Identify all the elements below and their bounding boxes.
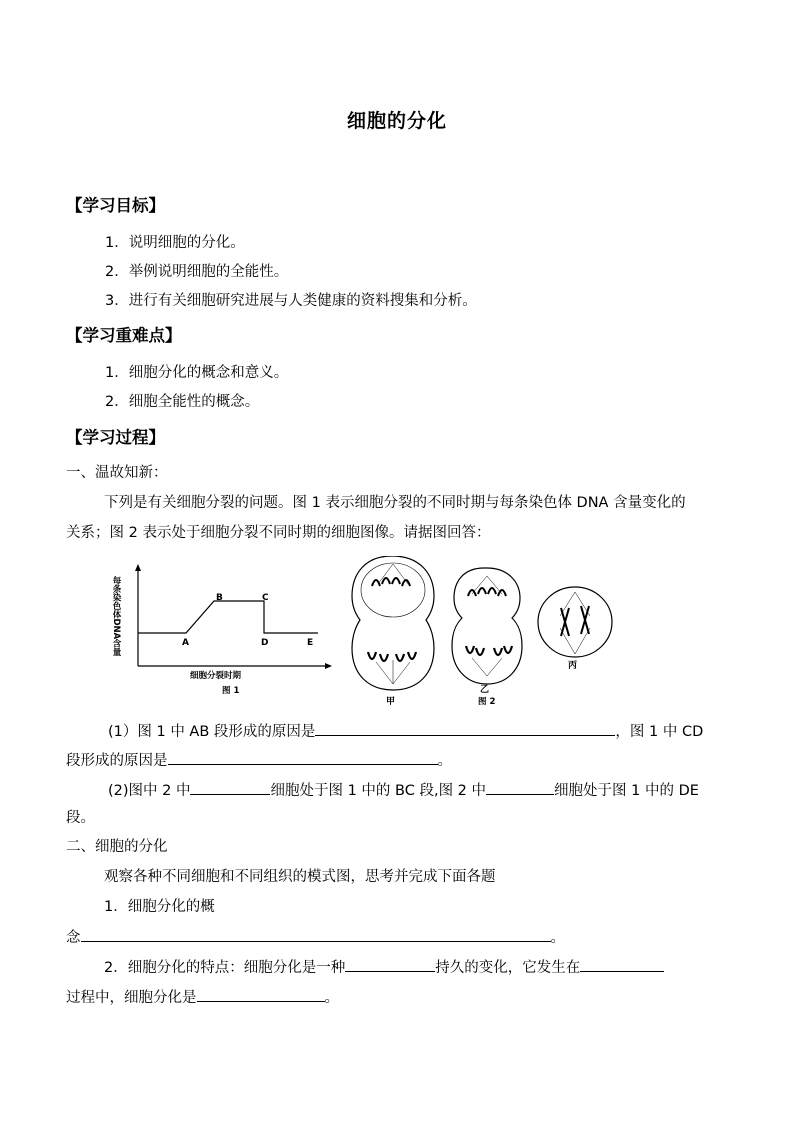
objective-item: 2．举例说明细胞的全能性。 bbox=[105, 264, 289, 280]
figure1-xlabel: 细胞分裂时期 bbox=[190, 671, 242, 681]
question2-text: 细胞处于图 1 中的 BC 段,图 2 中 bbox=[270, 783, 487, 799]
question1-text: 。 bbox=[437, 753, 452, 769]
process-heading: 【学习过程】 bbox=[66, 428, 165, 447]
item2-text: 2．细胞分化的特点：细胞分化是一种 bbox=[104, 960, 346, 976]
key-points-heading: 【学习重难点】 bbox=[66, 326, 182, 345]
item2-text: 过程中，细胞分化是 bbox=[66, 990, 197, 1006]
point-label-d: D bbox=[261, 638, 269, 648]
answer-blank[interactable] bbox=[486, 779, 554, 795]
objectives-heading: 【学习目标】 bbox=[66, 196, 165, 215]
point-label-c: C bbox=[262, 593, 269, 603]
item2-text: 。 bbox=[324, 990, 339, 1006]
figures-svg bbox=[110, 556, 730, 706]
figure2-caption: 图 2 bbox=[478, 697, 496, 706]
item1-text: 念 bbox=[66, 930, 81, 946]
question1-text: ，图 1 中 CD bbox=[615, 724, 704, 740]
cell-label-bing: 丙 bbox=[568, 661, 578, 671]
question1-line1 bbox=[108, 720, 703, 742]
item2-text: 持久的变化，它发生在 bbox=[435, 960, 581, 976]
point-label-e: E bbox=[307, 638, 314, 648]
answer-blank[interactable] bbox=[190, 779, 270, 795]
cell-jia bbox=[352, 556, 434, 706]
dna-content-curve bbox=[138, 601, 318, 633]
question2-text: (2)图中 2 中 bbox=[108, 783, 191, 799]
key-point-item: 1．细胞分化的概念和意义。 bbox=[105, 365, 289, 381]
answer-blank[interactable] bbox=[345, 956, 435, 972]
answer-blank[interactable] bbox=[168, 749, 438, 765]
question2-line1 bbox=[108, 779, 699, 801]
x-axis-arrow-icon bbox=[325, 663, 332, 669]
point-label-b: B bbox=[216, 593, 223, 603]
part1-intro: 关系；图 2 表示处于细胞分裂不同时期的细胞图像。请据图回答： bbox=[66, 525, 491, 541]
point-label-a: A bbox=[182, 638, 189, 648]
figure1-graph bbox=[111, 564, 332, 696]
part1-heading: 一、温故知新： bbox=[66, 465, 168, 481]
item1-text: 。 bbox=[550, 930, 565, 946]
question2-text: 细胞处于图 1 中的 DE bbox=[554, 783, 699, 799]
question1-text: 段形成的原因是 bbox=[66, 753, 168, 769]
question1-line2 bbox=[66, 749, 452, 771]
figure2-cells bbox=[352, 556, 612, 706]
objective-item: 1．说明细胞的分化。 bbox=[105, 235, 245, 251]
cell-label-jia: 甲 bbox=[386, 697, 396, 706]
part2-item2-line2 bbox=[66, 986, 339, 1008]
objective-item: 3．进行有关细胞研究进展与人类健康的资料搜集和分析。 bbox=[105, 293, 477, 309]
part2-intro: 观察各种不同细胞和不同组织的模式图，思考并完成下面各题 bbox=[104, 869, 496, 885]
answer-blank[interactable] bbox=[197, 986, 325, 1002]
part2-item2-line1 bbox=[104, 956, 664, 978]
question2-line2: 段。 bbox=[66, 810, 95, 826]
y-axis-arrow-icon bbox=[135, 564, 141, 571]
figure1-ylabel: 每条染色体DNA含量 bbox=[111, 576, 121, 657]
cell-yi bbox=[452, 568, 522, 695]
answer-blank[interactable] bbox=[580, 956, 664, 972]
part2-item1-line1: 1．细胞分化的概 bbox=[104, 899, 215, 915]
answer-blank[interactable] bbox=[81, 926, 551, 942]
key-point-item: 2．细胞全能性的概念。 bbox=[105, 394, 260, 410]
figure1-caption: 图 1 bbox=[222, 686, 240, 696]
part2-item1-line2 bbox=[66, 926, 565, 948]
figure-area bbox=[110, 556, 730, 706]
answer-blank[interactable] bbox=[315, 720, 615, 736]
question1-text: (1）图 1 中 AB 段形成的原因是 bbox=[108, 724, 316, 740]
cell-bing bbox=[538, 587, 612, 671]
part2-heading: 二、细胞的分化 bbox=[66, 839, 168, 855]
page-title: 细胞的分化 bbox=[346, 110, 447, 132]
cell-label-yi: 乙 bbox=[480, 685, 490, 695]
part1-intro: 下列是有关细胞分裂的问题。图 1 表示细胞分裂的不同时期与每条染色体 DNA 含量变化的 bbox=[104, 495, 686, 511]
